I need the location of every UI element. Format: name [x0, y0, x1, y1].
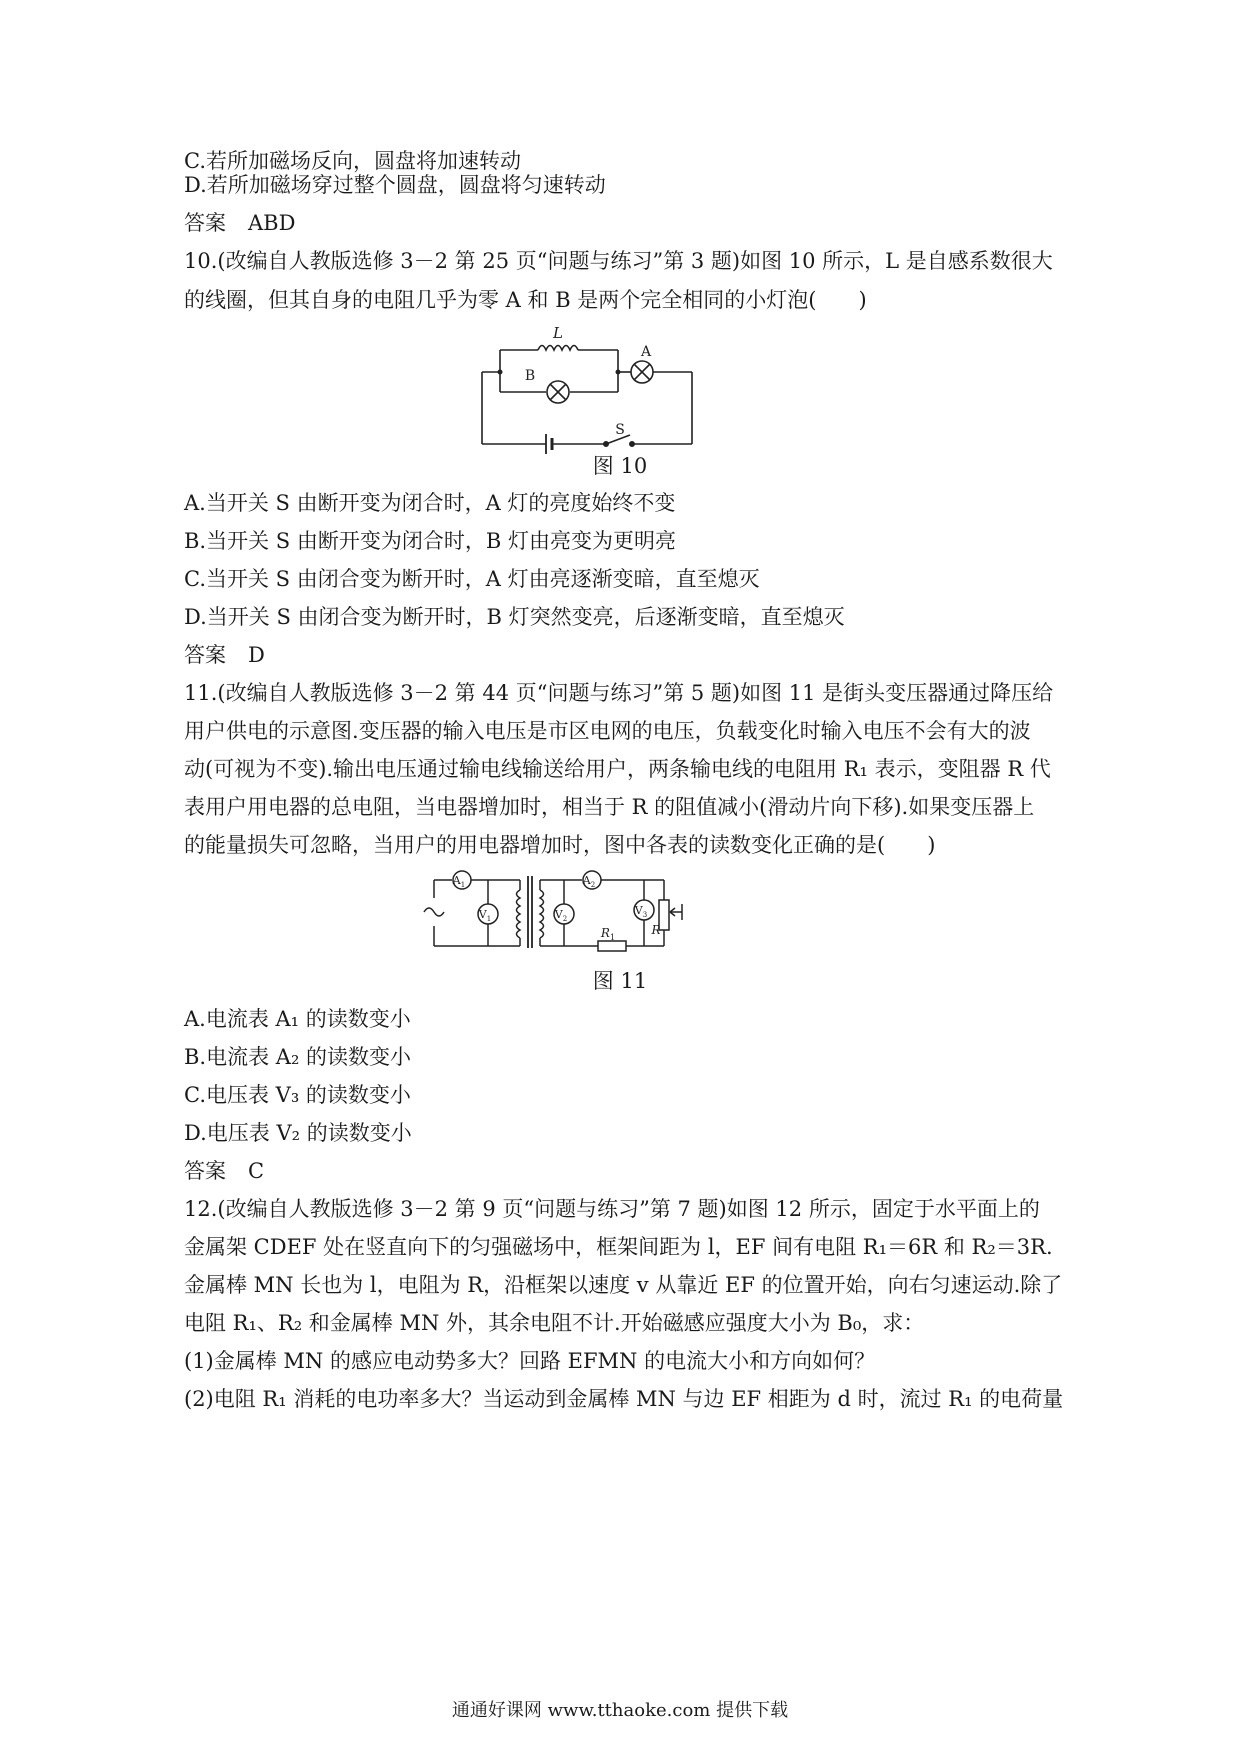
q11-stem-line-4: 表用户用电器的总电阻，当电器增加时，相当于 R 的阻值减小(滑动片向下移).如果变压器上: [184, 795, 1035, 819]
svg-text:V2: [554, 908, 567, 923]
label-lamp-B: B: [524, 368, 536, 384]
svg-text:1R1: [600, 926, 615, 942]
q11-stem-line-3: 动(可视为不变).输出电压通过输电线输送给用户，两条输电线的电阻用 R₁ 表示，变阻器 R 代: [184, 757, 1051, 781]
q10-option-b: B.当开关 S 由断开变为闭合时，B 灯由亮变为更明亮: [184, 529, 676, 553]
label-V3-sub: 3: [642, 911, 648, 919]
q10-option-a: A.当开关 S 由断开变为闭合时，A 灯的亮度始终不变: [184, 491, 676, 515]
answer-label: 答案: [184, 211, 226, 235]
answer-label: 答案: [184, 1159, 226, 1183]
label-R1-text: R: [600, 926, 610, 940]
q11-answer: [184, 1156, 1064, 1186]
q9-option-c: C.若所加磁场反向，圆盘将加速转动: [184, 149, 521, 173]
q11-stem-line-1: 11.(改编自人教版选修 3－2 第 44 页“问题与练习”第 5 题)如图 11 是街头变压器通过降压给: [184, 681, 1054, 705]
q10-stem-line-1: 10.(改编自人教版选修 3－2 第 25 页“问题与练习”第 3 题)如图 10 所示，L 是自感系数很大: [184, 249, 1053, 273]
q11-option-d: D.电压表 V₂ 的读数变小: [184, 1121, 412, 1145]
label-V1-sub: 1: [486, 915, 492, 923]
label-V1: V: [478, 908, 487, 921]
q12-stem-line-1: 12.(改编自人教版选修 3－2 第 9 页“问题与练习”第 7 题)如图 12 所示，固定于水平面上的: [184, 1197, 1040, 1221]
label-V3: V: [634, 904, 643, 917]
answer-value: C: [248, 1159, 265, 1183]
label-inductor-L: L: [553, 324, 563, 342]
q9-option-d: D.若所加磁场穿过整个圆盘，圆盘将匀速转动: [184, 173, 606, 197]
q10-answer: [184, 640, 1064, 670]
label-A1: A: [452, 874, 461, 887]
label-A2-sub: 2: [590, 881, 596, 889]
label-R: R: [651, 923, 661, 937]
q9-answer: [184, 208, 1064, 238]
figure-10-circuit: [470, 320, 710, 455]
q10-stem-line-2: 的线圈，但其自身的电阻几乎为零 A 和 B 是两个完全相同的小灯泡( ): [184, 288, 867, 312]
q11-stem-line-2: 用户供电的示意图.变压器的输入电压是市区电网的电压，负载变化时输入电压不会有大的波: [184, 719, 1031, 743]
q10-option-d: D.当开关 S 由闭合变为断开时，B 灯突然变亮，后逐渐变暗，直至熄灭: [184, 605, 845, 629]
answer-value: D: [248, 643, 265, 667]
q12-stem-line-2: 金属架 CDEF 处在竖直向下的匀强磁场中，框架间距为 l，EF 间有电阻 R₁＝6R 和 R₂＝3R.: [184, 1235, 1053, 1259]
label-V2: V: [554, 908, 563, 921]
label-V2-sub: 2: [562, 915, 568, 923]
svg-text:A2: [582, 874, 595, 889]
q10-option-c: C.当开关 S 由闭合变为断开时，A 灯由亮逐渐变暗，直至熄灭: [184, 567, 760, 591]
q11-option-a: A.电流表 A₁ 的读数变小: [184, 1007, 411, 1031]
q12-stem-line-4: 电阻 R₁、R₂ 和金属棒 MN 外，其余电阻不计.开始磁感应强度大小为 B₀，求：: [184, 1311, 925, 1335]
figure-11-transformer-circuit: [420, 868, 705, 956]
figure-11-caption: 图 11: [592, 969, 648, 993]
q11-stem-line-5: 的能量损失可忽略，当用户的用电器增加时，图中各表的读数变化正确的是( ): [184, 833, 936, 857]
answer-label: 答案: [184, 643, 226, 667]
q11-option-c: C.电压表 V₃ 的读数变小: [184, 1083, 411, 1107]
svg-text:A1: [452, 874, 465, 889]
answer-value: ABD: [248, 211, 296, 235]
q12-stem-line-3: 金属棒 MN 长也为 l，电阻为 R，沿框架以速度 v 从靠近 EF 的位置开始，向右匀速运动.除了: [184, 1273, 1063, 1297]
label-switch-S: S: [615, 422, 625, 438]
figure-10-caption: 图 10: [592, 454, 648, 478]
page-footer: 通通好课网 www.tthaoke.com 提供下载: [451, 1700, 789, 1721]
q12-part-2: (2)电阻 R₁ 消耗的电功率多大？当运动到金属棒 MN 与边 EF 相距为 d 时，流过 R₁ 的电荷量: [184, 1387, 1064, 1411]
q11-option-b: B.电流表 A₂ 的读数变小: [184, 1045, 412, 1069]
svg-text:V1: [478, 908, 491, 923]
label-lamp-A: A: [640, 344, 652, 360]
label-R1-sub: 1: [609, 933, 616, 942]
label-A2: A: [582, 874, 591, 887]
svg-text:V3: [634, 904, 647, 919]
q12-part-1: (1)金属棒 MN 的感应电动势多大？回路 EFMN 的电流大小和方向如何？: [184, 1349, 876, 1373]
label-A1-sub: 1: [460, 881, 466, 889]
